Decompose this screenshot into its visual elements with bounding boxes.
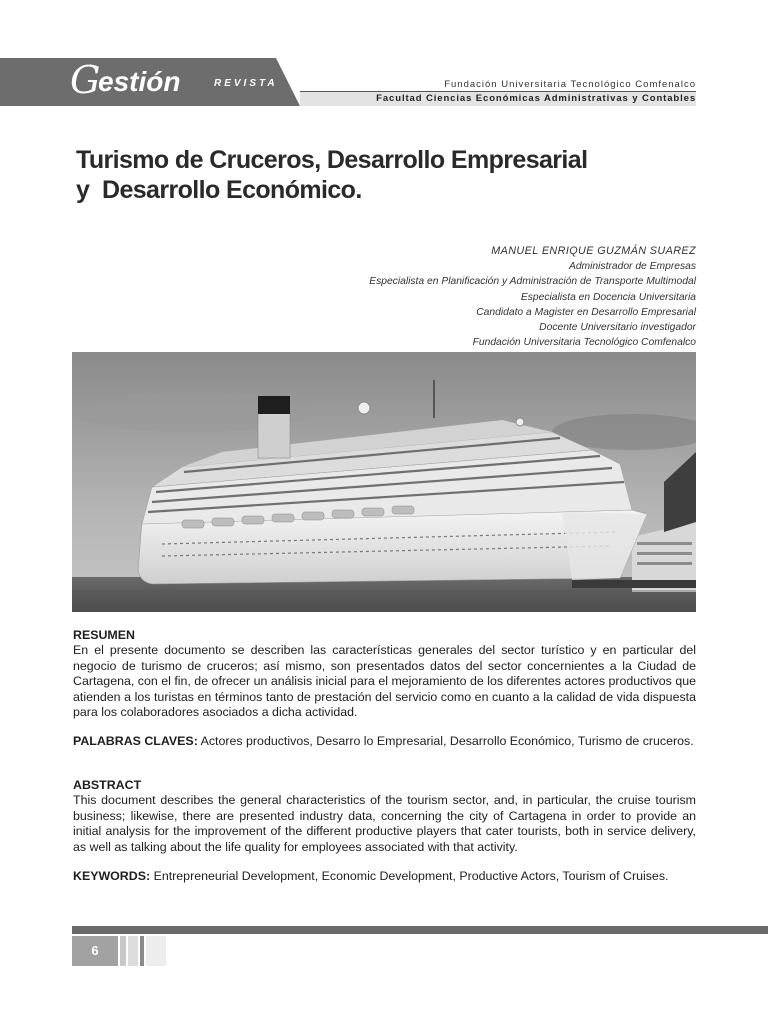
logo-tag: REVISTA: [214, 78, 278, 89]
palabras-claves-text: Actores productivos, Desarro lo Empresarial, Desarrollo Económico, Turismo de cruceros.: [200, 734, 694, 748]
author-credential: Docente Universitario investigador: [539, 322, 696, 334]
keywords-label: KEYWORDS:: [73, 869, 151, 883]
logo-text: estión: [98, 66, 181, 97]
cruise-ship-photo: [72, 352, 696, 612]
abstract-heading: ABSTRACT: [73, 778, 142, 792]
article-title: [76, 145, 587, 205]
masthead: [0, 58, 768, 108]
logo-initial: G: [70, 58, 101, 102]
title-line-2: y Desarrollo Económico.: [76, 176, 362, 204]
footer-stripe: [146, 936, 166, 966]
author-credential: Administrador de Empresas: [568, 261, 696, 273]
author-credential: Especialista en Planificación y Administración de Transporte Multimodal: [369, 276, 696, 288]
palabras-claves-label: PALABRAS CLAVES:: [73, 734, 198, 748]
resumen-heading: RESUMEN: [73, 628, 135, 642]
abstract-text: This document describes the general characteristics of the tourism sector, and, in particular, the cruise tourism business; likewise, there are presented industry data, concerning the city of Cartagena in order to provide an initial analysis for the improvement of the different productive players that cater tourists, both in service delivery, as well as talking about the life quality for employees associated with that activity.: [73, 793, 696, 854]
author-name: MANUEL ENRIQUE GUZMÁN SUAREZ: [491, 245, 696, 257]
faculty-name: Facultad Ciencias Económicas Administrativas y Contables: [300, 92, 696, 106]
keywords: [73, 869, 696, 885]
author-block: [369, 244, 696, 350]
page-number: 6: [72, 936, 118, 966]
footer-stripe: [128, 936, 138, 966]
palabras-claves: [73, 734, 696, 750]
institution-name: Fundación Universitaria Tecnológico Comfenalco: [444, 79, 696, 90]
footer-rule: [72, 926, 768, 934]
author-credential: Especialista en Docencia Universitaria: [520, 291, 696, 303]
title-line-1: Turismo de Cruceros, Desarrollo Empresarial: [76, 146, 588, 174]
keywords-text: Entrepreneurial Development, Economic Development, Productive Actors, Tourism of Cruises.: [153, 869, 669, 883]
footer-stripe: [140, 936, 144, 966]
footer-stripe: [120, 936, 126, 966]
resumen-text: En el presente documento se describen las características generales del sector turístico y en particular del negocio de turismo de cruceros; así mismo, son presentados datos del sector concernientes a la Ciudad de Cartagena, con el fin, de ofrecer un análisis inicial para el mejoramiento de los diferentes actores productivos que atienden a los turistas en términos tanto de prestación del servicio como en cuanto a la calidad de vida dispuesta para los colaboradores asociados a dicha actividad.: [73, 643, 696, 720]
author-credential: Fundación Universitaria Tecnológico Comfenalco: [472, 337, 696, 349]
author-credential: Candidato a Magister en Desarrollo Empresarial: [476, 306, 696, 318]
